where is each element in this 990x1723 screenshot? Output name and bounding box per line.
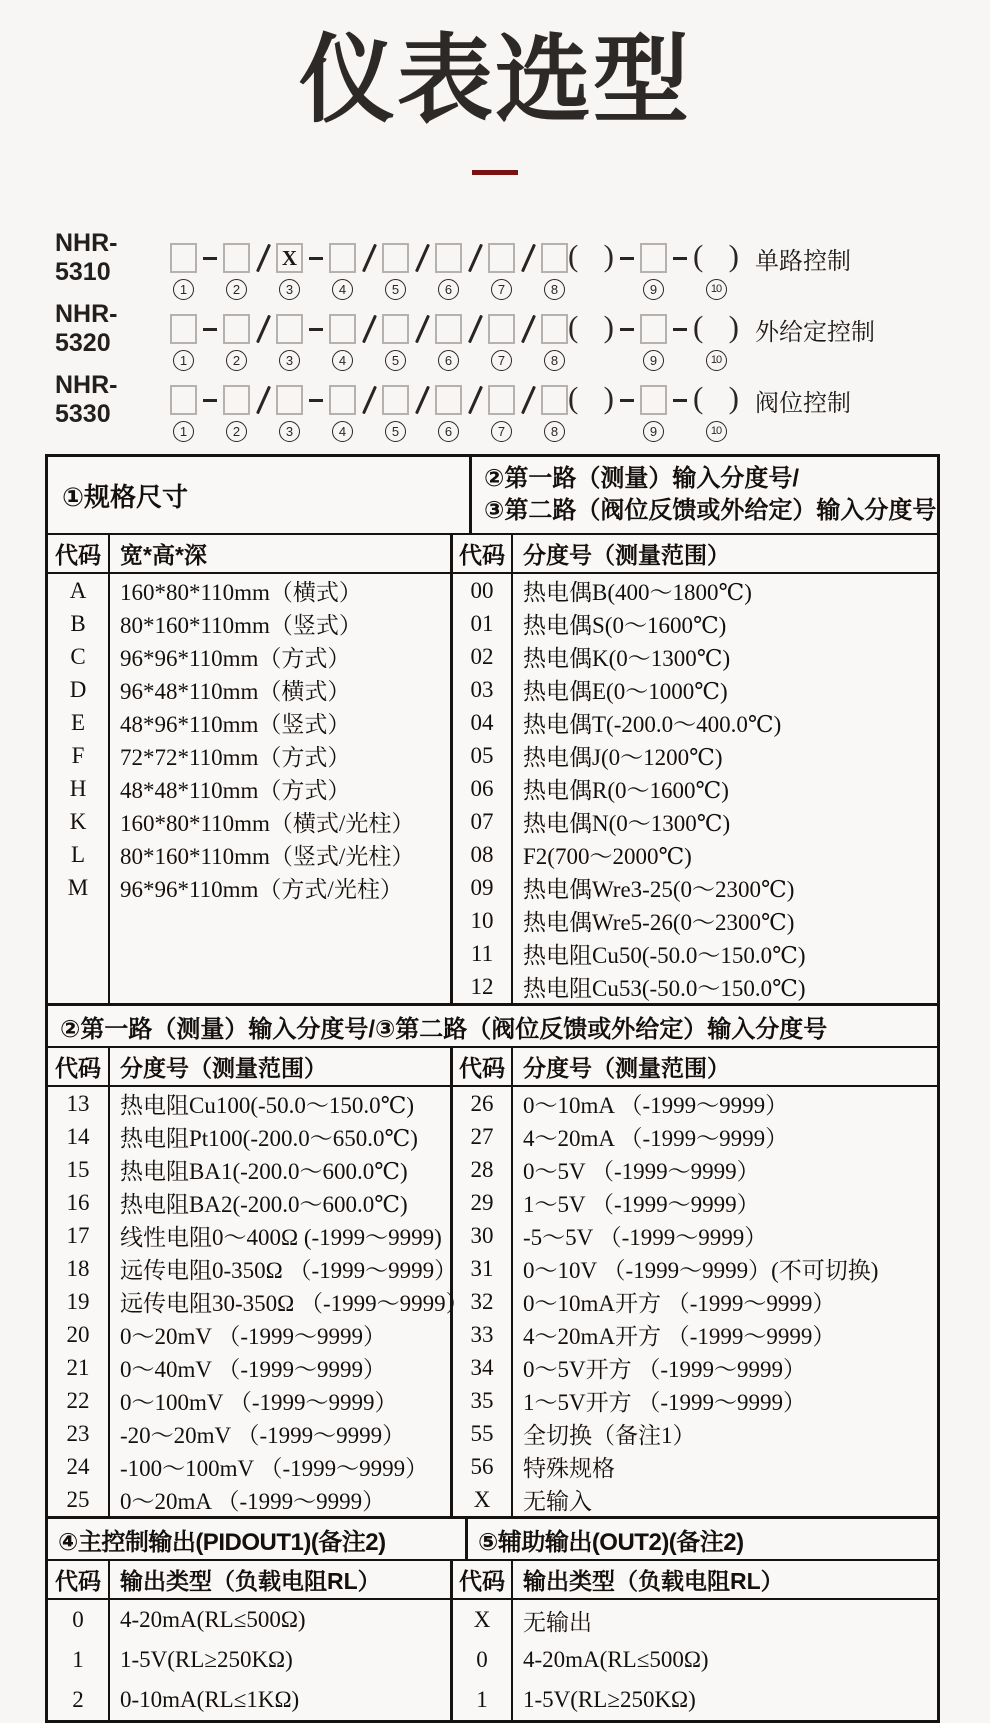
desc-cell: 热电偶J(0～1200℃)	[523, 745, 723, 771]
model-number-label: NHR-5320	[55, 300, 118, 358]
code-box-6	[435, 243, 462, 273]
desc-cell: 热电阻Pt100(-200.0～650.0℃)	[110, 1120, 453, 1153]
code-cell: 35	[453, 1384, 513, 1417]
slash-separator	[250, 243, 276, 273]
slash-separator	[250, 385, 276, 415]
title-underline-accent	[472, 170, 518, 175]
column-header-code: 代码	[48, 1048, 110, 1085]
position-number-icon: 1	[173, 350, 194, 371]
table-row	[48, 937, 937, 970]
position-number-icon: 2	[226, 421, 247, 442]
code-cell: 14	[48, 1120, 110, 1153]
dash-separator	[303, 257, 329, 260]
code-box-1	[170, 314, 197, 344]
desc-cell: 0～20mA （-1999～9999）	[110, 1483, 453, 1516]
code-cell: 11	[453, 937, 513, 970]
position-number-icon: 6	[438, 421, 459, 442]
slash-separator	[409, 385, 435, 415]
table-row	[48, 871, 937, 904]
code-cell: 20	[48, 1318, 110, 1351]
code-cell: M	[48, 871, 110, 904]
table-row	[48, 1153, 937, 1186]
code-box-1	[170, 243, 197, 273]
desc-cell: 热电阻Cu53(-50.0～150.0℃)	[523, 976, 806, 1002]
section1-header-right-line1: ②第一路（测量）输入分度号/	[484, 465, 799, 492]
table-row	[48, 970, 937, 1003]
code-cell: 0	[48, 1600, 110, 1640]
table-row	[48, 1219, 937, 1252]
table-row	[48, 1285, 937, 1318]
desc-cell: 0～5V （-1999～9999）	[523, 1159, 760, 1185]
code-cell: 15	[48, 1153, 110, 1186]
code-cell: 16	[48, 1186, 110, 1219]
section1-column-header	[48, 535, 937, 574]
position-number-icon: 8	[544, 279, 565, 300]
code-cell: D	[48, 673, 110, 706]
code-cell: E	[48, 706, 110, 739]
position-number-line	[55, 418, 990, 444]
table-row	[48, 1351, 937, 1384]
position-number-icon: 3	[279, 421, 300, 442]
code-box-7	[488, 243, 515, 273]
desc-cell: 热电偶B(400～1800℃)	[523, 580, 752, 606]
code-box-2	[223, 314, 250, 344]
code-cell: X	[453, 1483, 513, 1516]
desc-cell: 0～10V （-1999～9999）(不可切换)	[523, 1258, 879, 1284]
table-row	[48, 574, 937, 607]
column-header-code: 代码	[48, 1561, 110, 1598]
model-number-label: NHR-5330	[55, 371, 118, 429]
position-number-line	[55, 347, 990, 373]
parentheses-field: ( )	[568, 380, 614, 416]
code-cell: 29	[453, 1186, 513, 1219]
desc-cell: 96*96*110mm（方式/光柱）	[110, 871, 453, 904]
code-box-4	[329, 314, 356, 344]
table-row	[48, 772, 937, 805]
table-row	[48, 739, 937, 772]
code-cell: 10	[453, 904, 513, 937]
dash-separator	[303, 328, 329, 331]
table-row	[48, 1186, 937, 1219]
desc-cell: 热电偶K(0～1300℃)	[523, 646, 731, 672]
code-cell: 06	[453, 772, 513, 805]
code-cell: L	[48, 838, 110, 871]
code-cell: 30	[453, 1219, 513, 1252]
code-box-3	[276, 314, 303, 344]
desc-cell: F2(700～2000℃)	[523, 844, 692, 870]
column-header-code: 代码	[453, 1048, 513, 1085]
column-header-code: 代码	[48, 535, 110, 572]
section1-header-left: ①规格尺寸	[48, 457, 472, 533]
model-row	[55, 229, 990, 302]
parentheses-field: ( )	[693, 309, 739, 345]
table-row	[48, 1318, 937, 1351]
control-type-label: 阀位控制	[755, 389, 851, 417]
code-box-8	[541, 385, 568, 415]
position-number-icon: 4	[332, 279, 353, 300]
table-row	[48, 1680, 937, 1720]
position-number-icon: 9	[643, 421, 664, 442]
table-row	[48, 607, 937, 640]
section3-body	[48, 1600, 937, 1720]
model-number-label: NHR-5310	[55, 229, 118, 287]
position-number-icon: 5	[385, 350, 406, 371]
position-number-icon: 6	[438, 279, 459, 300]
slash-separator	[515, 243, 541, 273]
desc-cell: 4～20mA开方 （-1999～9999）	[523, 1324, 836, 1350]
code-cell: 07	[453, 805, 513, 838]
section1-header-right-line2: ③第二路（阀位反馈或外给定）输入分度号	[484, 497, 937, 525]
position-number-icon: 1	[173, 279, 194, 300]
column-header-code: 代码	[453, 1561, 513, 1598]
code-cell: 2	[48, 1680, 110, 1720]
code-cell	[48, 904, 110, 937]
desc-cell: 远传电阻30-350Ω （-1999～9999）	[110, 1285, 453, 1318]
slash-separator	[356, 243, 382, 273]
code-box-8	[541, 243, 568, 273]
desc-cell: 4-20mA(RL≤500Ω)	[523, 1647, 709, 1673]
desc-cell: 热电偶R(0～1600℃)	[523, 778, 729, 804]
dash-separator	[667, 399, 693, 402]
desc-cell: 0～5V开方 （-1999～9999）	[523, 1357, 807, 1383]
desc-cell: -5～5V （-1999～9999）	[523, 1225, 768, 1251]
code-box-9	[640, 314, 667, 344]
column-header-desc: 宽*高*深	[110, 535, 453, 572]
slash-separator	[462, 314, 488, 344]
desc-cell: 80*160*110mm（竖式）	[110, 607, 453, 640]
position-number-icon: 9	[643, 350, 664, 371]
code-box-7	[488, 314, 515, 344]
desc-cell: -20～20mV （-1999～9999）	[110, 1417, 453, 1450]
desc-cell: 48*48*110mm（方式）	[110, 772, 453, 805]
model-code-line	[55, 300, 990, 358]
dash-separator	[667, 257, 693, 260]
desc-cell: 0～10mA （-1999～9999）	[523, 1093, 789, 1119]
position-number-icon: 2	[226, 350, 247, 371]
desc-cell: 特殊规格	[523, 1456, 615, 1482]
slash-separator	[462, 243, 488, 273]
table-row	[48, 1252, 937, 1285]
code-cell: 13	[48, 1087, 110, 1120]
column-header-desc: 分度号（测量范围）	[110, 1048, 453, 1085]
desc-cell: 热电偶N(0～1300℃)	[523, 811, 731, 837]
desc-cell: -100～100mV （-1999～9999）	[110, 1450, 453, 1483]
code-cell: 31	[453, 1252, 513, 1285]
dash-separator	[614, 257, 640, 260]
code-cell: 09	[453, 871, 513, 904]
slash-separator	[462, 385, 488, 415]
desc-cell: 72*72*110mm（方式）	[110, 739, 453, 772]
code-cell: 28	[453, 1153, 513, 1186]
position-number-icon: 5	[385, 279, 406, 300]
table-row	[48, 1483, 937, 1516]
slash-separator	[409, 243, 435, 273]
position-number-icon: 7	[491, 350, 512, 371]
position-number-icon: 10	[706, 421, 727, 442]
code-cell: K	[48, 805, 110, 838]
desc-cell: 160*80*110mm（横式）	[110, 574, 453, 607]
dash-separator	[667, 328, 693, 331]
table-row	[48, 1384, 937, 1417]
parentheses-field: ( )	[568, 309, 614, 345]
code-box-9	[640, 385, 667, 415]
page	[0, 26, 990, 1713]
desc-cell: 1～5V （-1999～9999）	[523, 1192, 760, 1218]
code-box-6	[435, 385, 462, 415]
code-cell: 56	[453, 1450, 513, 1483]
table-row	[48, 673, 937, 706]
desc-cell: 1-5V(RL≥250KΩ)	[110, 1640, 453, 1680]
code-box-9	[640, 243, 667, 273]
code-cell: 1	[453, 1680, 513, 1720]
position-number-icon: 1	[173, 421, 194, 442]
code-box-5	[382, 314, 409, 344]
code-box-2	[223, 243, 250, 273]
position-number-icon: 7	[491, 279, 512, 300]
code-cell: 03	[453, 673, 513, 706]
desc-cell: 无输入	[523, 1489, 592, 1515]
code-cell: 01	[453, 607, 513, 640]
code-cell: 23	[48, 1417, 110, 1450]
dash-separator	[197, 257, 223, 260]
desc-cell: 96*48*110mm（横式）	[110, 673, 453, 706]
model-code-line	[55, 229, 990, 287]
desc-cell	[110, 970, 453, 1003]
desc-cell: 48*96*110mm（竖式）	[110, 706, 453, 739]
column-header-desc: 分度号（测量范围）	[523, 542, 730, 569]
code-cell: 22	[48, 1384, 110, 1417]
code-box-2	[223, 385, 250, 415]
code-cell: 02	[453, 640, 513, 673]
position-number-icon: 5	[385, 421, 406, 442]
section3-header	[48, 1516, 937, 1561]
position-number-icon: 7	[491, 421, 512, 442]
desc-cell: 1-5V(RL≥250KΩ)	[523, 1687, 696, 1713]
parentheses-field: ( )	[693, 380, 739, 416]
page-title: 仪表选型	[299, 27, 691, 134]
desc-cell: 热电偶S(0～1600℃)	[523, 613, 727, 639]
code-cell	[48, 970, 110, 1003]
section3-header-left: ④主控制输出(PIDOUT1)(备注2)	[48, 1519, 468, 1559]
table-row	[48, 706, 937, 739]
position-number-icon: 8	[544, 350, 565, 371]
code-box-1	[170, 385, 197, 415]
position-number-icon: 3	[279, 350, 300, 371]
desc-cell: 0～20mV （-1999～9999）	[110, 1318, 453, 1351]
parentheses-field: ( )	[693, 238, 739, 274]
code-box-3: X	[276, 243, 303, 273]
desc-cell: 热电偶Wre5-26(0～2300℃)	[523, 910, 795, 936]
code-cell: H	[48, 772, 110, 805]
selection-table	[45, 454, 940, 1723]
position-number-icon: 2	[226, 279, 247, 300]
section1-header-right	[472, 457, 937, 533]
dash-separator	[197, 399, 223, 402]
code-cell: 12	[453, 970, 513, 1003]
desc-cell: 无输出	[523, 1609, 592, 1635]
code-box-6	[435, 314, 462, 344]
code-cell: 18	[48, 1252, 110, 1285]
position-number-icon: 10	[706, 279, 727, 300]
code-cell	[48, 937, 110, 970]
desc-cell: 0～40mV （-1999～9999）	[110, 1351, 453, 1384]
code-cell: 00	[453, 574, 513, 607]
code-cell: 08	[453, 838, 513, 871]
position-number-line	[55, 276, 990, 302]
dash-separator	[303, 399, 329, 402]
code-box-5	[382, 243, 409, 273]
dash-separator	[614, 328, 640, 331]
code-cell: 33	[453, 1318, 513, 1351]
section1-body	[48, 574, 937, 1003]
code-cell: 1	[48, 1640, 110, 1680]
desc-cell: 热电阻Cu100(-50.0～150.0℃)	[110, 1087, 453, 1120]
code-box-3	[276, 385, 303, 415]
section2-header: ②第一路（测量）输入分度号/③第二路（阀位反馈或外给定）输入分度号	[48, 1003, 937, 1048]
dash-separator	[614, 399, 640, 402]
desc-cell: 160*80*110mm（横式/光柱）	[110, 805, 453, 838]
position-number-icon: 4	[332, 421, 353, 442]
desc-cell: 4～20mA （-1999～9999）	[523, 1126, 789, 1152]
position-number-icon: 4	[332, 350, 353, 371]
parentheses-field: ( )	[568, 238, 614, 274]
desc-cell: 0-10mA(RL≤1KΩ)	[110, 1680, 453, 1720]
desc-cell	[110, 904, 453, 937]
code-cell: 55	[453, 1417, 513, 1450]
desc-cell: 热电偶T(-200.0～400.0℃)	[523, 712, 782, 738]
code-cell: 05	[453, 739, 513, 772]
code-cell: 0	[453, 1640, 513, 1680]
desc-cell: 热电偶Wre3-25(0～2300℃)	[523, 877, 795, 903]
slash-separator	[515, 385, 541, 415]
position-number-icon: 3	[279, 279, 300, 300]
table-row	[48, 838, 937, 871]
code-box-4	[329, 385, 356, 415]
section1-header	[48, 457, 937, 535]
code-box-4	[329, 243, 356, 273]
section3-header-right: ⑤辅助输出(OUT2)(备注2)	[478, 1528, 744, 1556]
code-cell: 19	[48, 1285, 110, 1318]
slash-separator	[515, 314, 541, 344]
desc-cell: 0～10mA开方 （-1999～9999）	[523, 1291, 836, 1317]
table-row	[48, 1450, 937, 1483]
code-cell: 25	[48, 1483, 110, 1516]
code-cell: B	[48, 607, 110, 640]
desc-cell: 热电阻BA1(-200.0～600.0℃)	[110, 1153, 453, 1186]
control-type-label: 外给定控制	[755, 318, 875, 346]
code-cell: 21	[48, 1351, 110, 1384]
slash-separator	[356, 385, 382, 415]
table-row	[48, 640, 937, 673]
code-cell: 26	[453, 1087, 513, 1120]
code-cell: A	[48, 574, 110, 607]
table-row	[48, 1087, 937, 1120]
desc-cell: 远传电阻0-350Ω （-1999～9999）	[110, 1252, 453, 1285]
code-cell: C	[48, 640, 110, 673]
code-box-5	[382, 385, 409, 415]
control-type-label: 单路控制	[755, 247, 851, 275]
table-row	[48, 1120, 937, 1153]
desc-cell: 0～100mV （-1999～9999）	[110, 1384, 453, 1417]
model-code-line	[55, 371, 990, 429]
code-box-8	[541, 314, 568, 344]
desc-cell: 96*96*110mm（方式）	[110, 640, 453, 673]
model-row	[55, 300, 990, 373]
desc-cell: 1～5V开方 （-1999～9999）	[523, 1390, 807, 1416]
desc-cell: 热电阻BA2(-200.0～600.0℃)	[110, 1186, 453, 1219]
desc-cell: 全切换（备注1）	[523, 1423, 696, 1449]
desc-cell: 热电偶E(0～1000℃)	[523, 679, 728, 705]
desc-cell: 80*160*110mm（竖式/光柱）	[110, 838, 453, 871]
section2-column-header	[48, 1048, 937, 1087]
table-row	[48, 1600, 937, 1640]
desc-cell: 4-20mA(RL≤500Ω)	[110, 1600, 453, 1640]
table-row	[48, 805, 937, 838]
code-cell: 32	[453, 1285, 513, 1318]
code-cell: 17	[48, 1219, 110, 1252]
position-number-icon: 9	[643, 279, 664, 300]
code-cell: X	[453, 1600, 513, 1640]
slash-separator	[250, 314, 276, 344]
code-box-7	[488, 385, 515, 415]
position-number-icon: 8	[544, 421, 565, 442]
code-cell: 24	[48, 1450, 110, 1483]
slash-separator	[356, 314, 382, 344]
model-row	[55, 371, 990, 444]
position-number-icon: 10	[706, 350, 727, 371]
column-header-desc: 分度号（测量范围）	[523, 1055, 730, 1082]
section3-column-header	[48, 1561, 937, 1600]
column-header-desc: 输出类型（负载电阻RL）	[110, 1561, 453, 1598]
table-row	[48, 904, 937, 937]
desc-cell: 线性电阻0～400Ω (-1999～9999)	[110, 1219, 453, 1252]
code-cell: 04	[453, 706, 513, 739]
code-cell: 34	[453, 1351, 513, 1384]
section2-body	[48, 1087, 937, 1516]
ordering-code-area	[55, 229, 990, 444]
desc-cell: 热电阻Cu50(-50.0～150.0℃)	[523, 943, 806, 969]
code-cell: F	[48, 739, 110, 772]
desc-cell	[110, 937, 453, 970]
column-header-code: 代码	[453, 535, 513, 572]
table-row	[48, 1640, 937, 1680]
position-number-icon: 6	[438, 350, 459, 371]
column-header-desc: 输出类型（负载电阻RL）	[523, 1568, 784, 1595]
table-row	[48, 1417, 937, 1450]
slash-separator	[409, 314, 435, 344]
code-cell: 27	[453, 1120, 513, 1153]
dash-separator	[197, 328, 223, 331]
